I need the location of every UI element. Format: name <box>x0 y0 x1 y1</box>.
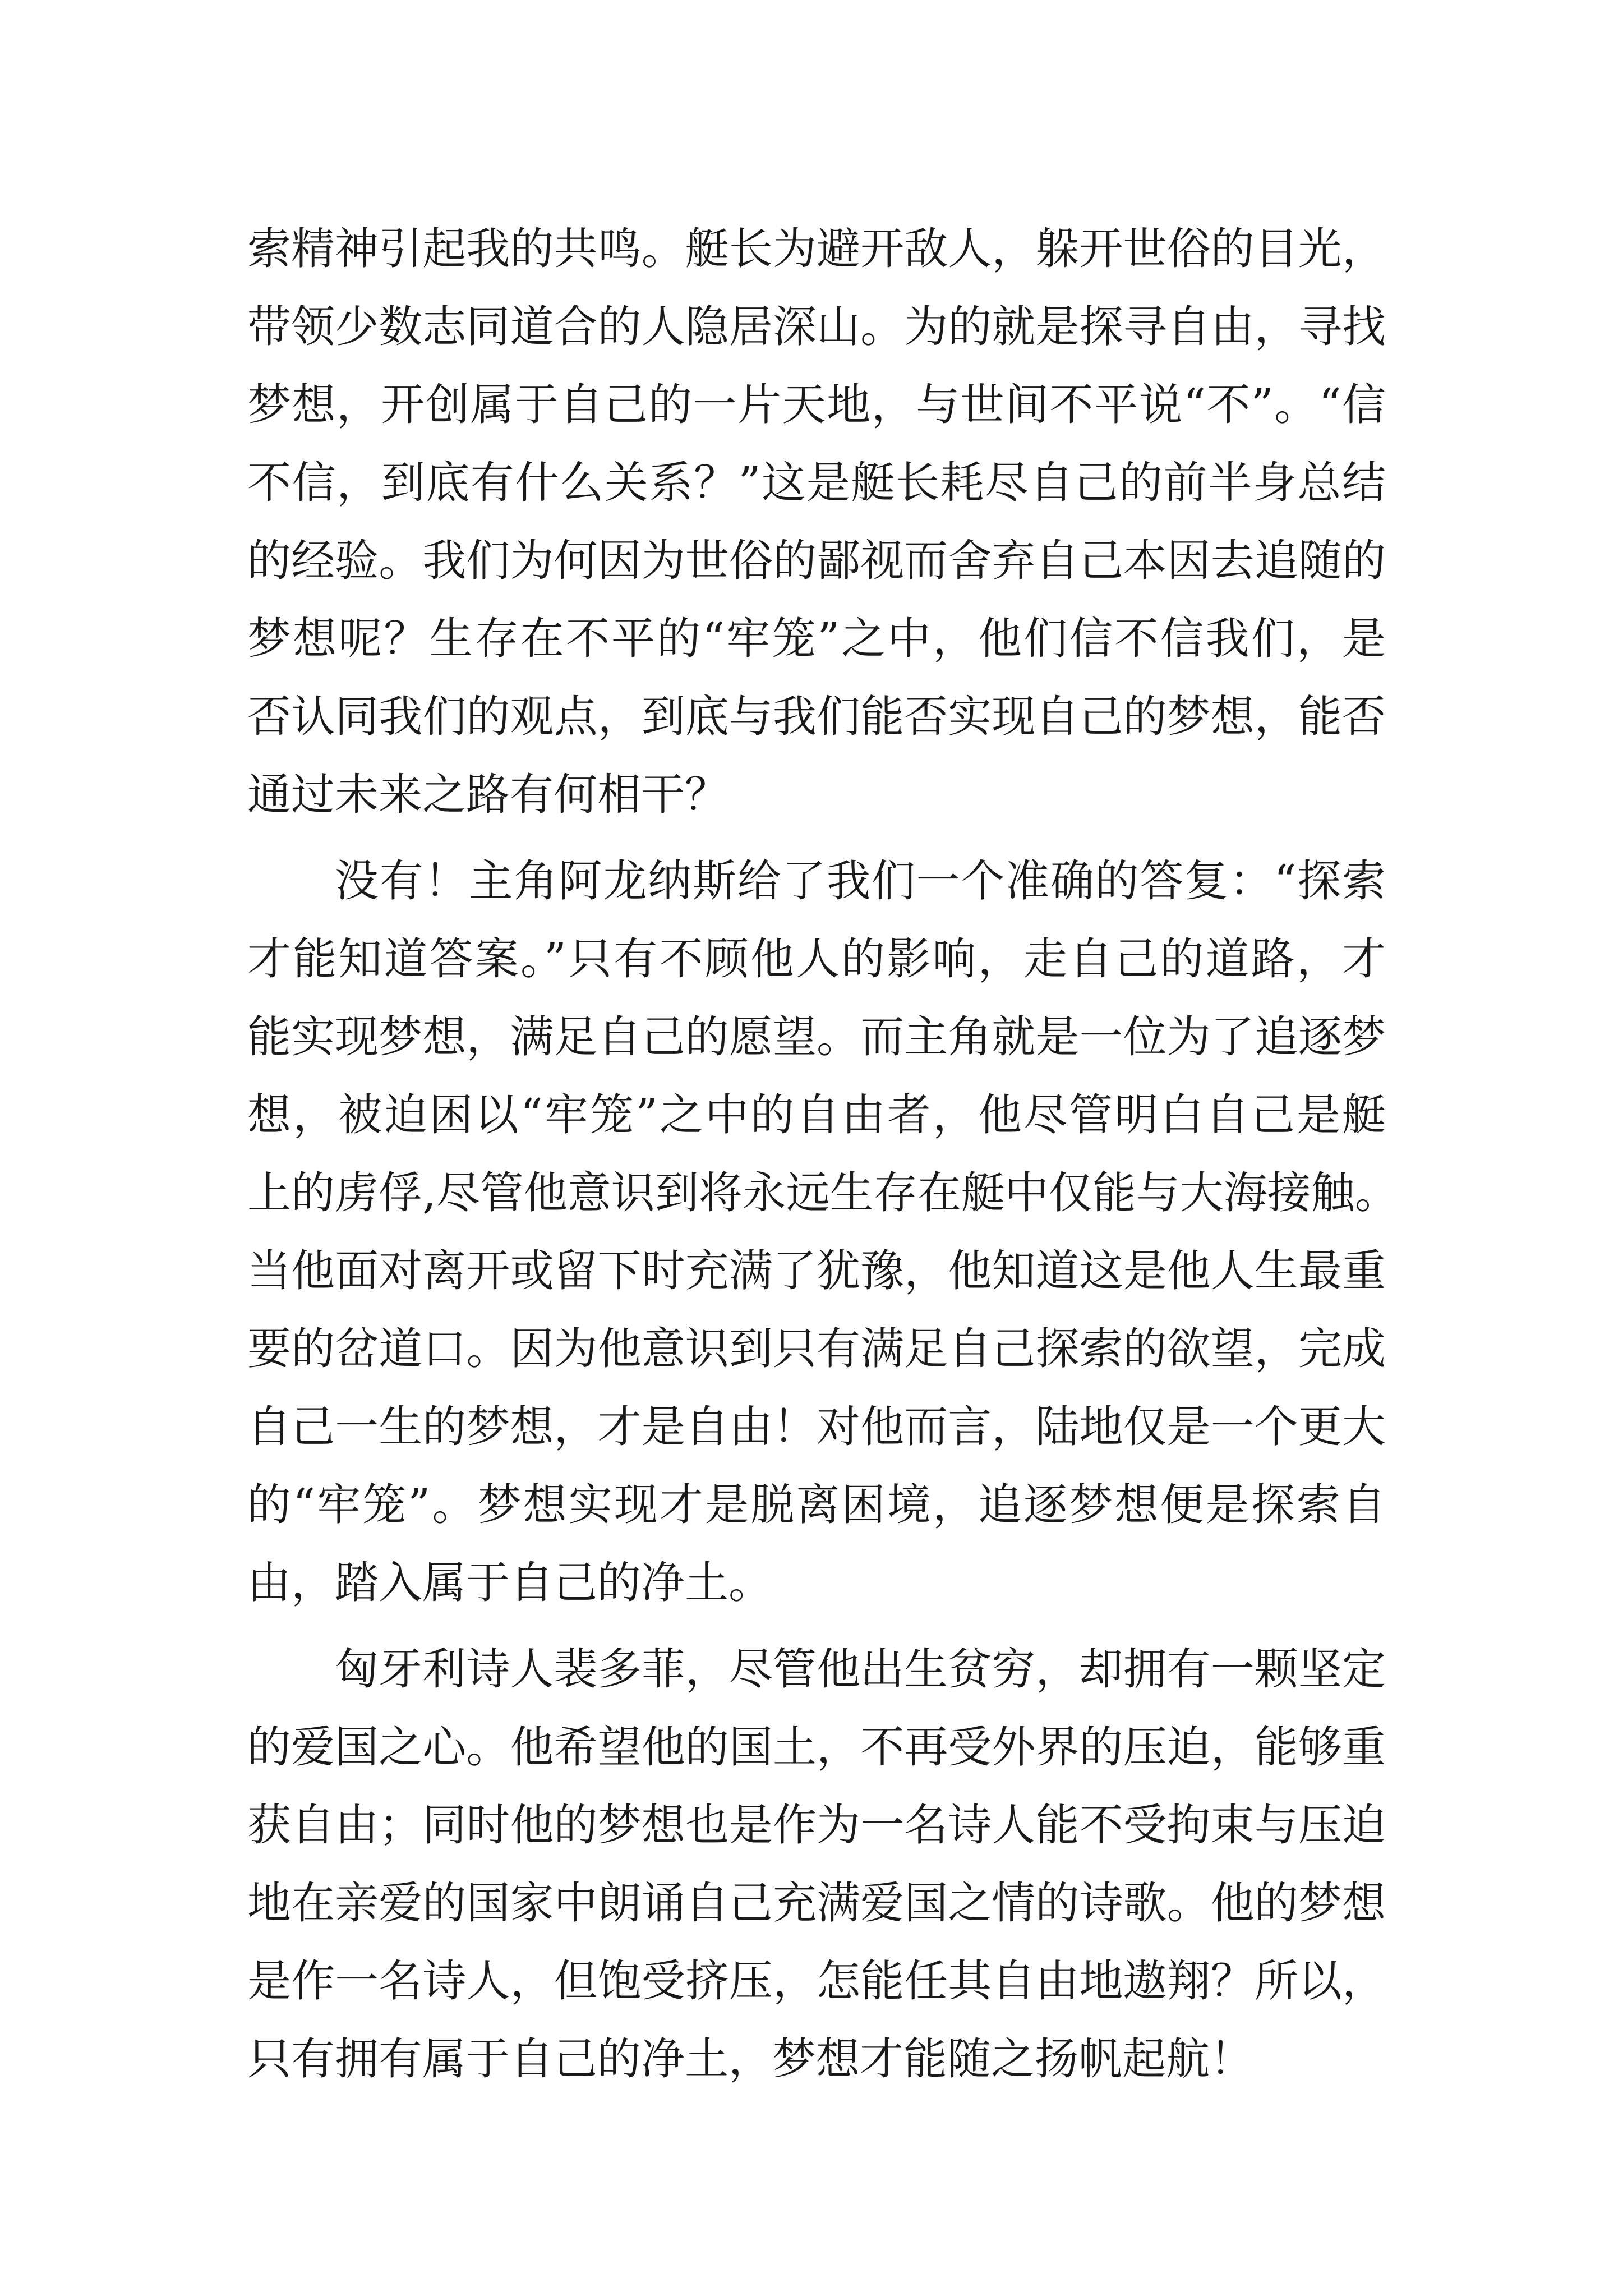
text-line: 想，被迫困以“牢笼”之中的自由者，他尽管明白自己是艇 <box>247 1090 1386 1140</box>
paragraph-2 <box>247 843 1399 1622</box>
paragraph-1 <box>247 210 1386 834</box>
text-line: 上的虏俘,尽管他意识到将永远生存在艇中仅能与大海接触。 <box>247 1168 1399 1218</box>
text-line: 地在亲爱的国家中朗诵自己充满爱国之情的诗歌。他的梦想 <box>247 1878 1386 1929</box>
text-line: 才能知道答案。”只有不顾他人的影响，走自己的道路，才 <box>247 934 1386 984</box>
paragraph-gap <box>247 1622 1386 1631</box>
text-line: 要的岔道口。因为他意识到只有满足自己探索的欲望，完成 <box>247 1324 1386 1374</box>
text-line: 能实现梦想，满足自己的愿望。而主角就是一位为了追逐梦 <box>247 1012 1386 1062</box>
paragraph-3 <box>247 1631 1386 2099</box>
body-text <box>247 210 1399 2099</box>
text-line: 匈牙利诗人裴多菲，尽管他出生贫穷，却拥有一颗坚定 <box>335 1644 1386 1695</box>
text-line: 的爱国之心。他希望他的国土，不再受外界的压迫，能够重 <box>247 1722 1386 1773</box>
text-line: 不信，到底有什么关系？”这是艇长耗尽自己的前半身总结 <box>247 458 1386 508</box>
text-line: 只有拥有属于自己的净土，梦想才能随之扬帆起航！ <box>247 2034 1254 2085</box>
text-line: 获自由；同时他的梦想也是作为一名诗人能不受拘束与压迫 <box>247 1800 1386 1851</box>
text-line: 由，踏入属于自己的净土。 <box>247 1558 773 1608</box>
text-line: 梦想呢？生存在不平的“牢笼”之中，他们信不信我们，是 <box>247 614 1386 664</box>
text-line: 自己一生的梦想，才是自由！对他而言，陆地仅是一个更大 <box>247 1402 1386 1452</box>
paragraph-gap <box>247 834 1386 843</box>
text-line: 通过未来之路有何相干？ <box>247 770 729 820</box>
text-line: 否认同我们的观点，到底与我们能否实现自己的梦想，能否 <box>247 692 1386 742</box>
text-line: 当他面对离开或留下时充满了犹豫，他知道这是他人生最重 <box>247 1246 1386 1296</box>
text-line: 梦想，开创属于自己的一片天地，与世间不平说“不”。“信 <box>247 380 1386 430</box>
text-line: 的“牢笼”。梦想实现才是脱离困境，追逐梦想便是探索自 <box>247 1480 1386 1530</box>
text-line: 的经验。我们为何因为世俗的鄙视而舍弃自己本因去追随的 <box>247 536 1386 586</box>
text-line: 是作一名诗人，但饱受挤压，怎能任其自由地遨翔？所以， <box>247 1956 1386 2007</box>
text-line: 没有！主角阿龙纳斯给了我们一个准确的答复：“探索 <box>335 856 1386 907</box>
text-line: 带领少数志同道合的人隐居深山。为的就是探寻自由，寻找 <box>247 302 1386 352</box>
text-line: 索精神引起我的共鸣。艇长为避开敌人，躲开世俗的目光， <box>247 224 1386 274</box>
